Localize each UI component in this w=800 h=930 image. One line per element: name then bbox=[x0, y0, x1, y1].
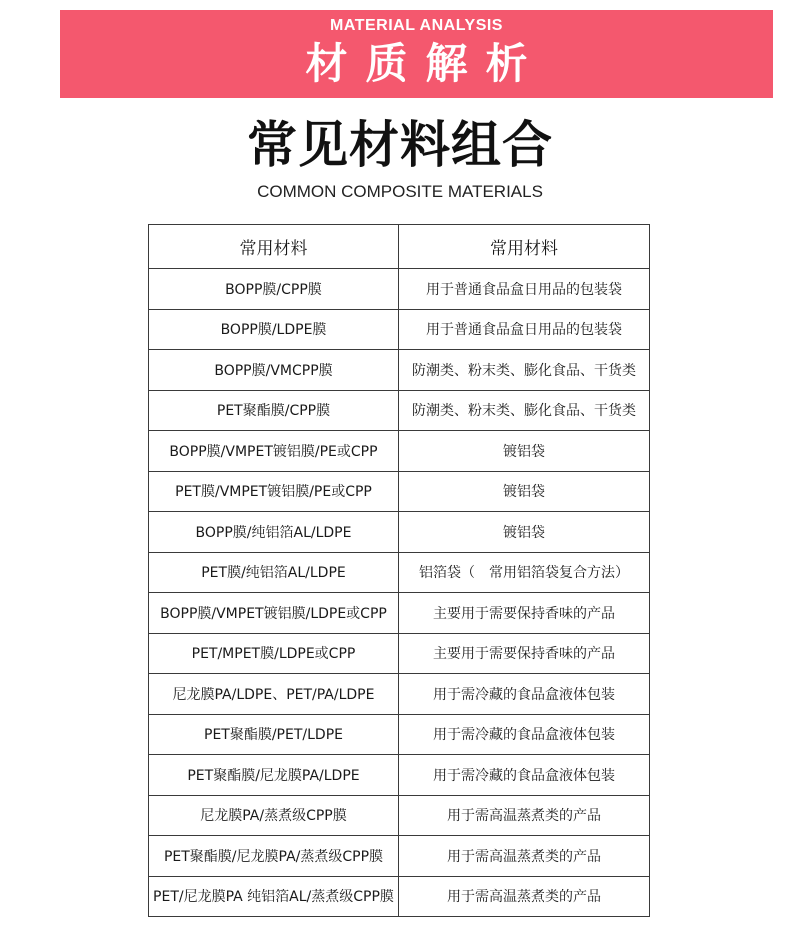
material-cell: PET膜/VMPET镀铝膜/PE或CPP bbox=[149, 471, 399, 512]
material-cell: PET聚酯膜/PET/LDPE bbox=[149, 714, 399, 755]
table-row bbox=[149, 633, 650, 674]
section-subtitle: COMMON COMPOSITE MATERIALS bbox=[257, 182, 543, 201]
usage-cell: 用于需冷藏的食品盒液体包装 bbox=[399, 755, 650, 796]
section-title: 常见材料组合 bbox=[247, 116, 553, 174]
usage-cell: 用于普通食品盒日用品的包装袋 bbox=[399, 309, 650, 350]
header-banner bbox=[60, 10, 773, 98]
usage-cell: 用于普通食品盒日用品的包装袋 bbox=[399, 269, 650, 310]
material-cell: BOPP膜/VMPET镀铝膜/PE或CPP bbox=[149, 431, 399, 472]
usage-cell: 用于需高温蒸煮类的产品 bbox=[399, 876, 650, 917]
usage-cell: 主要用于需要保持香味的产品 bbox=[399, 593, 650, 634]
table-row bbox=[149, 876, 650, 917]
usage-cell: 用于需高温蒸煮类的产品 bbox=[399, 836, 650, 877]
material-cell: BOPP膜/纯铝箔AL/LDPE bbox=[149, 512, 399, 553]
header-material: 常用材料 bbox=[149, 225, 399, 269]
usage-cell: 镀铝袋 bbox=[399, 512, 650, 553]
material-cell: BOPP膜/VMCPP膜 bbox=[149, 350, 399, 391]
header-usage: 常用材料 bbox=[399, 225, 650, 269]
material-cell: 尼龙膜PA/蒸煮级CPP膜 bbox=[149, 795, 399, 836]
material-cell: PET/尼龙膜PA 纯铝箔AL/蒸煮级CPP膜 bbox=[149, 876, 399, 917]
usage-cell: 防潮类、粉末类、膨化食品、干货类 bbox=[399, 390, 650, 431]
table-row bbox=[149, 269, 650, 310]
table-header-row bbox=[149, 225, 650, 269]
table-row bbox=[149, 431, 650, 472]
material-cell: BOPP膜/VMPET镀铝膜/LDPE或CPP bbox=[149, 593, 399, 634]
table-row bbox=[149, 471, 650, 512]
material-cell: BOPP膜/LDPE膜 bbox=[149, 309, 399, 350]
material-cell: BOPP膜/CPP膜 bbox=[149, 269, 399, 310]
banner-subtitle: MATERIAL ANALYSIS bbox=[330, 17, 503, 34]
usage-cell: 铝箔袋（ 常用铝箔袋复合方法） bbox=[399, 552, 650, 593]
table-row bbox=[149, 674, 650, 715]
table-row bbox=[149, 512, 650, 553]
table-row bbox=[149, 350, 650, 391]
table-row bbox=[149, 309, 650, 350]
usage-cell: 镀铝袋 bbox=[399, 431, 650, 472]
material-cell: PET/MPET膜/LDPE或CPP bbox=[149, 633, 399, 674]
usage-cell: 主要用于需要保持香味的产品 bbox=[399, 633, 650, 674]
table-row bbox=[149, 552, 650, 593]
usage-cell: 镀铝袋 bbox=[399, 471, 650, 512]
table-row bbox=[149, 795, 650, 836]
material-cell: PET聚酯膜/尼龙膜PA/蒸煮级CPP膜 bbox=[149, 836, 399, 877]
material-cell: PET膜/纯铝箔AL/LDPE bbox=[149, 552, 399, 593]
usage-cell: 用于需冷藏的食品盒液体包装 bbox=[399, 674, 650, 715]
materials-table bbox=[148, 224, 650, 917]
banner-title: 材质解析 bbox=[305, 39, 546, 88]
usage-cell: 防潮类、粉末类、膨化食品、干货类 bbox=[399, 350, 650, 391]
usage-cell: 用于需高温蒸煮类的产品 bbox=[399, 795, 650, 836]
table-row bbox=[149, 714, 650, 755]
material-cell: PET聚酯膜/CPP膜 bbox=[149, 390, 399, 431]
table-row bbox=[149, 836, 650, 877]
table-row bbox=[149, 593, 650, 634]
table-row bbox=[149, 755, 650, 796]
material-cell: 尼龙膜PA/LDPE、PET/PA/LDPE bbox=[149, 674, 399, 715]
table-body bbox=[149, 269, 650, 917]
material-cell: PET聚酯膜/尼龙膜PA/LDPE bbox=[149, 755, 399, 796]
usage-cell: 用于需冷藏的食品盒液体包装 bbox=[399, 714, 650, 755]
table-row bbox=[149, 390, 650, 431]
